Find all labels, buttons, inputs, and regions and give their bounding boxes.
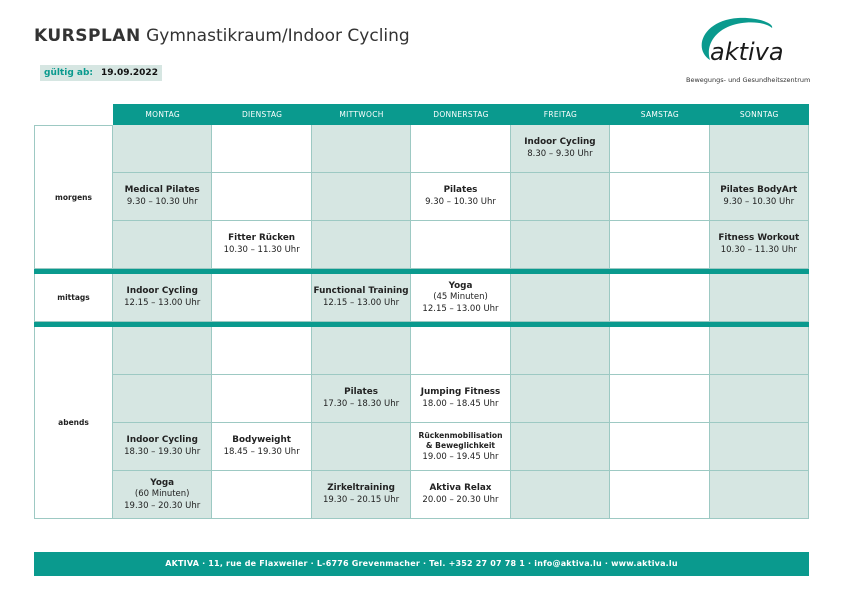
class-name: Pilates BodyArt bbox=[720, 185, 798, 195]
class-cell bbox=[710, 221, 809, 269]
class-duration-note: (45 Minuten) bbox=[433, 291, 488, 302]
class-cell bbox=[411, 375, 510, 423]
empty-cell bbox=[610, 221, 709, 269]
page-title bbox=[34, 26, 410, 46]
schedule-grid bbox=[34, 104, 809, 519]
title-subtitle: Gymnastikraum/Indoor Cycling bbox=[146, 26, 410, 46]
day-header-sonntag: SONNTAG bbox=[710, 104, 809, 125]
period-label-mittags: mittags bbox=[34, 274, 113, 322]
empty-cell bbox=[312, 125, 411, 173]
empty-cell bbox=[212, 173, 311, 221]
class-cell bbox=[212, 423, 311, 471]
day-header-dienstag: DIENSTAG bbox=[212, 104, 311, 125]
class-time: 10.30 – 11.30 Uhr bbox=[223, 245, 300, 255]
empty-cell bbox=[312, 423, 411, 471]
class-time: 8.30 – 9.30 Uhr bbox=[527, 149, 593, 159]
day-header-mittwoch: MITTWOCH bbox=[312, 104, 411, 125]
logo-subtitle: Bewegungs- und Gesundheitszentrum bbox=[686, 76, 811, 84]
class-name: Pilates bbox=[443, 185, 478, 195]
empty-cell bbox=[113, 375, 212, 423]
empty-cell bbox=[312, 327, 411, 375]
empty-cell bbox=[511, 221, 610, 269]
class-name: Functional Training bbox=[313, 286, 409, 296]
class-name: Fitter Rücken bbox=[228, 233, 296, 243]
class-cell bbox=[312, 471, 411, 519]
class-cell bbox=[411, 173, 510, 221]
empty-cell bbox=[710, 423, 809, 471]
empty-cell bbox=[411, 327, 510, 375]
class-name: Jumping Fitness bbox=[420, 387, 501, 397]
day-header-montag: MONTAG bbox=[113, 104, 212, 125]
period-label-abends: abends bbox=[34, 327, 113, 519]
empty-cell bbox=[411, 125, 510, 173]
class-cell bbox=[312, 375, 411, 423]
valid-from bbox=[40, 65, 162, 81]
empty-cell bbox=[212, 274, 311, 322]
class-time: 10.30 – 11.30 Uhr bbox=[720, 245, 797, 255]
empty-cell bbox=[710, 471, 809, 519]
class-cell bbox=[113, 274, 212, 322]
valid-from-label: gültig ab: bbox=[40, 65, 97, 81]
class-time: 18.00 – 18.45 Uhr bbox=[422, 399, 499, 409]
empty-cell bbox=[411, 221, 510, 269]
day-header-freitag: FREITAG bbox=[511, 104, 610, 125]
class-time: 20.00 – 20.30 Uhr bbox=[422, 495, 499, 505]
class-time: 17.30 – 18.30 Uhr bbox=[322, 399, 400, 409]
class-cell bbox=[411, 423, 510, 471]
footer-contact: AKTIVA · 11, rue de Flaxweiler · L-6776 Grevenmacher · Tel. +352 27 07 78 1 · info@aktiva.lu · www.aktiva.lu bbox=[34, 552, 809, 576]
class-time: 9.30 – 10.30 Uhr bbox=[126, 197, 198, 207]
class-name: Aktiva Relax bbox=[429, 483, 492, 493]
class-name: Yoga bbox=[448, 280, 473, 291]
class-time: 18.30 – 19.30 Uhr bbox=[124, 447, 201, 457]
empty-cell bbox=[610, 274, 709, 322]
empty-cell bbox=[610, 423, 709, 471]
class-time: 12.15 – 13.00 Uhr bbox=[422, 303, 499, 314]
day-header-samstag: SAMSTAG bbox=[610, 104, 709, 125]
class-name: Yoga bbox=[150, 477, 175, 488]
empty-cell bbox=[610, 125, 709, 173]
class-cell bbox=[411, 274, 510, 322]
class-time: 12.15 – 13.00 Uhr bbox=[322, 298, 400, 308]
class-cell bbox=[710, 173, 809, 221]
empty-cell bbox=[710, 274, 809, 322]
empty-cell bbox=[710, 375, 809, 423]
empty-cell bbox=[511, 274, 610, 322]
empty-cell bbox=[113, 221, 212, 269]
class-name-line2: & Beweglichkeit bbox=[425, 440, 496, 450]
class-cell bbox=[212, 221, 311, 269]
class-time: 18.45 – 19.30 Uhr bbox=[223, 447, 300, 457]
empty-cell bbox=[212, 327, 311, 375]
valid-from-date: 19.09.2022 bbox=[97, 65, 162, 81]
class-cell bbox=[113, 471, 212, 519]
class-name: Bodyweight bbox=[232, 435, 291, 445]
class-name: Fitness Workout bbox=[718, 233, 800, 243]
class-name: Indoor Cycling bbox=[126, 435, 198, 445]
class-cell bbox=[511, 125, 610, 173]
empty-cell bbox=[312, 173, 411, 221]
day-header-donnerstag: DONNERSTAG bbox=[411, 104, 510, 125]
class-cell bbox=[312, 274, 411, 322]
empty-cell bbox=[511, 471, 610, 519]
empty-cell bbox=[610, 173, 709, 221]
logo-name: aktiva bbox=[710, 38, 784, 66]
class-time: 19.30 – 20.15 Uhr bbox=[322, 495, 400, 505]
empty-cell bbox=[212, 375, 311, 423]
class-cell bbox=[113, 423, 212, 471]
class-name: Medical Pilates bbox=[124, 185, 200, 195]
empty-cell bbox=[710, 125, 809, 173]
class-time: 9.30 – 10.30 Uhr bbox=[723, 197, 795, 207]
class-name: Zirkeltraining bbox=[327, 483, 395, 493]
empty-cell bbox=[710, 327, 809, 375]
empty-cell bbox=[511, 375, 610, 423]
class-time: 19.30 – 20.30 Uhr bbox=[124, 500, 201, 511]
empty-cell bbox=[610, 471, 709, 519]
class-name: Indoor Cycling bbox=[126, 286, 198, 296]
period-label-morgens: morgens bbox=[34, 125, 113, 269]
class-cell bbox=[113, 173, 212, 221]
empty-cell bbox=[610, 327, 709, 375]
title-bold: KURSPLAN bbox=[34, 26, 141, 46]
class-time: 9.30 – 10.30 Uhr bbox=[425, 197, 496, 207]
empty-cell bbox=[511, 327, 610, 375]
class-name: Indoor Cycling bbox=[524, 137, 596, 147]
class-duration-note: (60 Minuten) bbox=[134, 488, 190, 499]
empty-cell bbox=[113, 327, 212, 375]
aktiva-logo bbox=[686, 14, 814, 88]
class-cell bbox=[411, 471, 510, 519]
class-name: Rückenmobilisation bbox=[418, 430, 503, 440]
empty-cell bbox=[113, 125, 212, 173]
empty-cell bbox=[212, 471, 311, 519]
class-time: 12.15 – 13.00 Uhr bbox=[124, 298, 201, 308]
empty-cell bbox=[511, 173, 610, 221]
class-time: 19.00 – 19.45 Uhr bbox=[422, 451, 499, 462]
empty-cell bbox=[610, 375, 709, 423]
empty-cell bbox=[212, 125, 311, 173]
empty-cell bbox=[511, 423, 610, 471]
empty-cell bbox=[312, 221, 411, 269]
class-name: Pilates bbox=[344, 387, 378, 397]
